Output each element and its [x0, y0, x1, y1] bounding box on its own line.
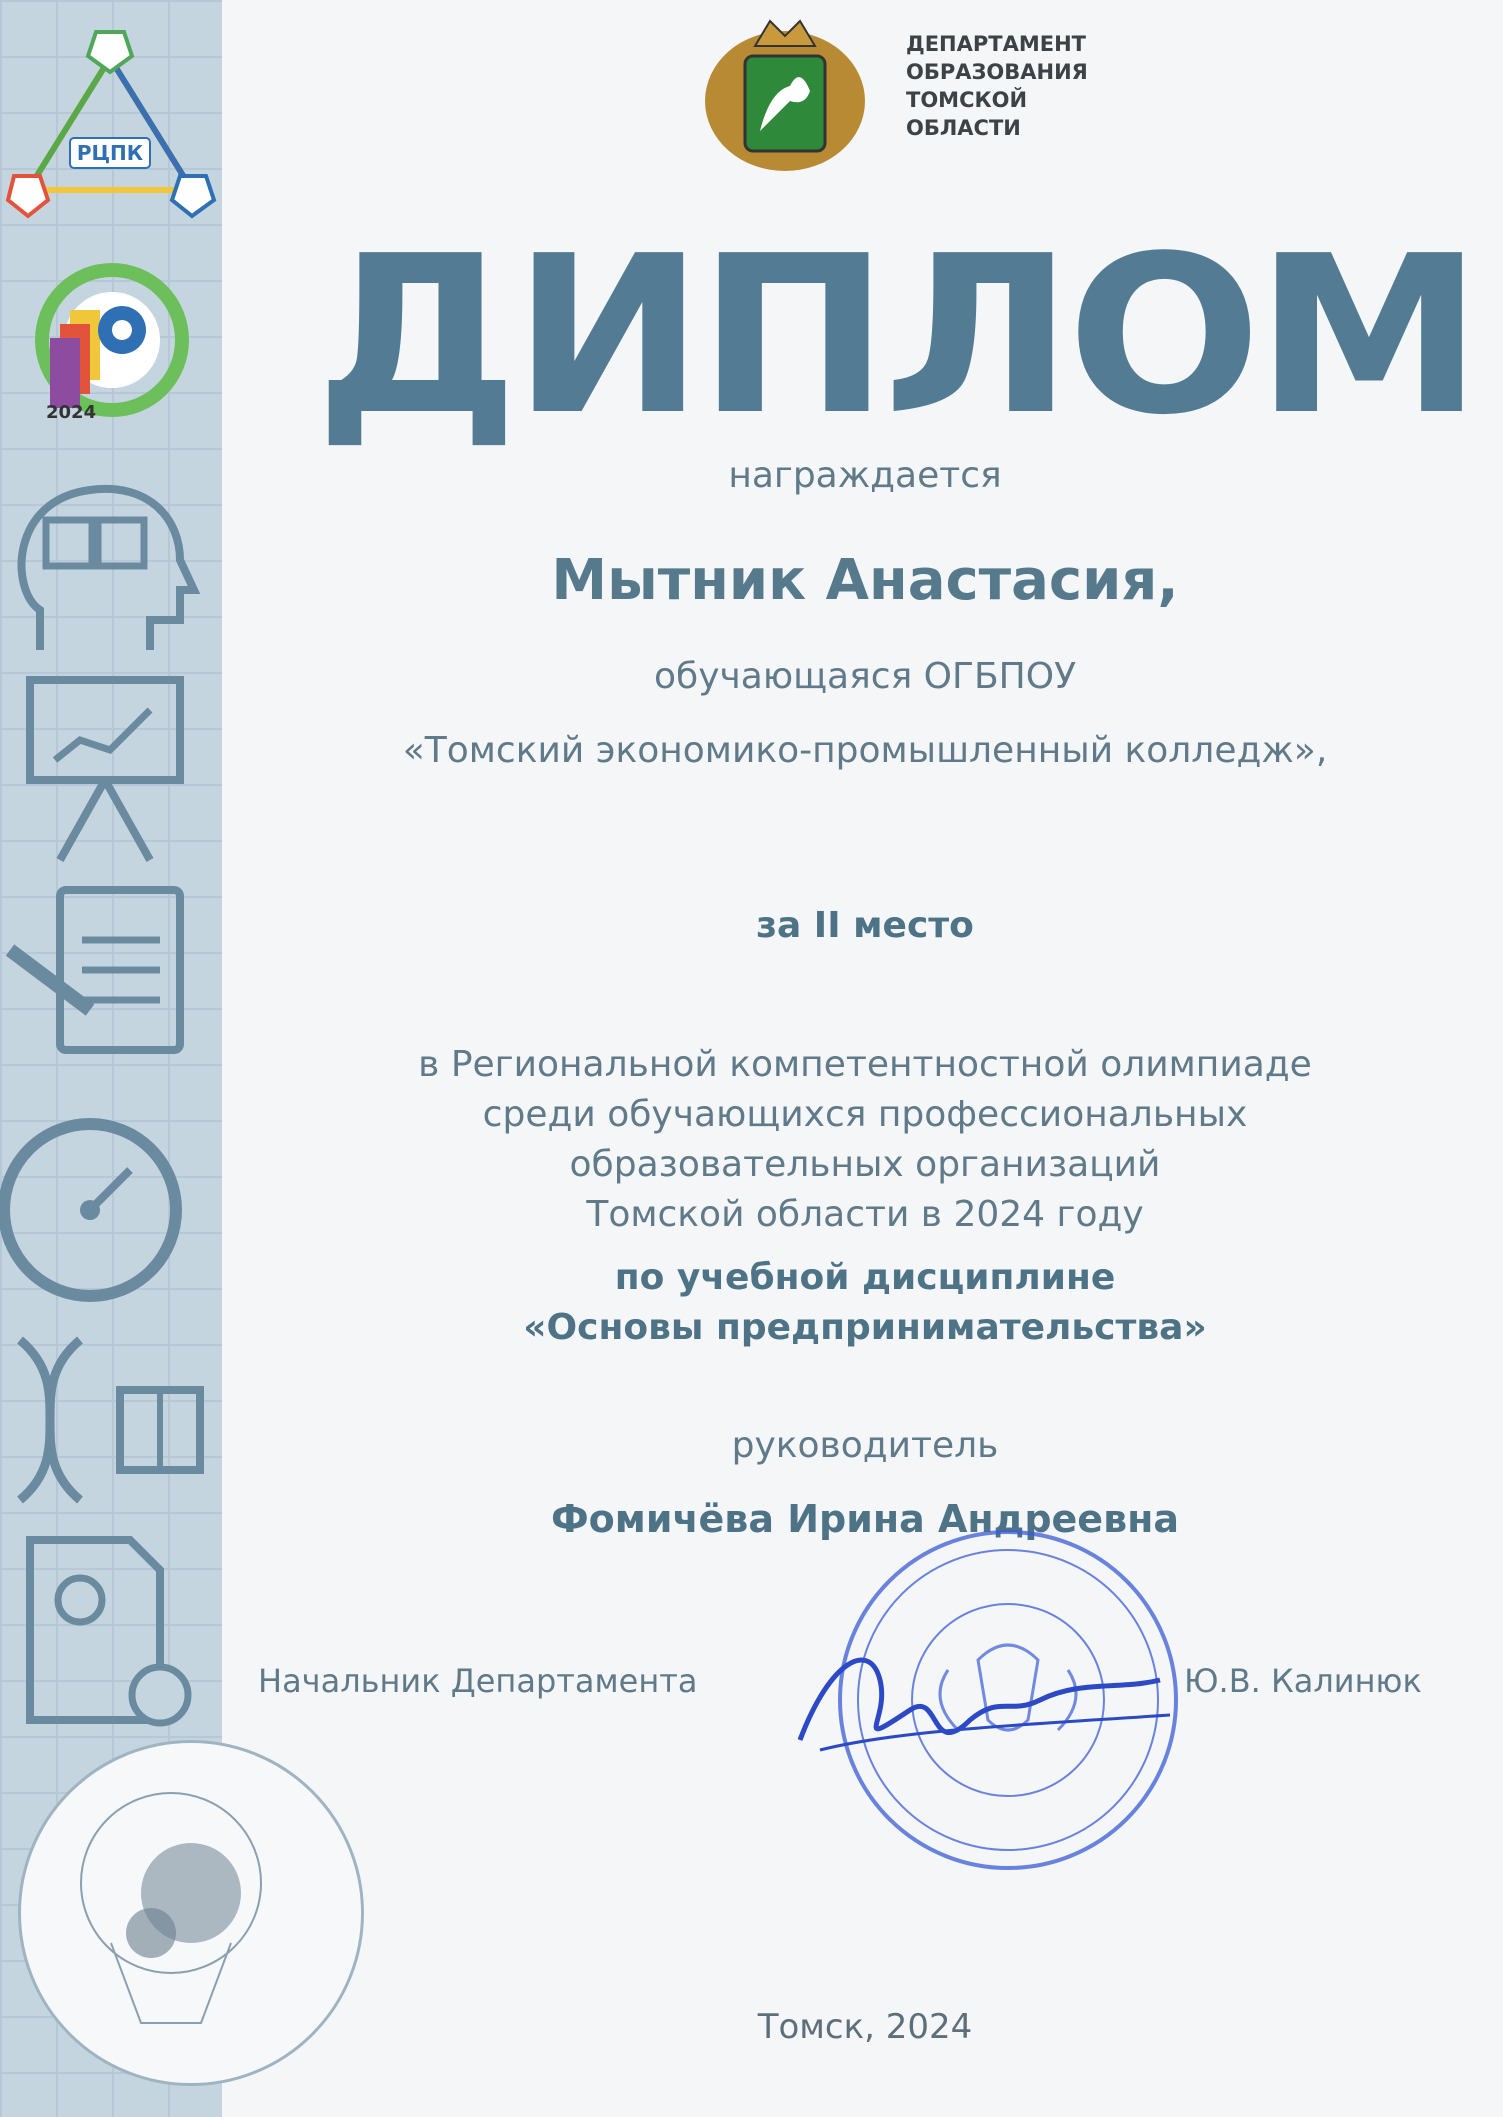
- org-abbr: РЦПК: [76, 141, 144, 165]
- awarded-text: награждается: [728, 455, 1002, 496]
- olympiad-logo: [0, 10, 222, 430]
- logo-year: 2024: [46, 402, 97, 423]
- recipient-name: Мытник Анастасия,: [551, 548, 1179, 613]
- head-puzzle-icon: [0, 460, 222, 660]
- diploma-title: ДИПЛОМ: [315, 210, 1477, 463]
- handwritten-signature: [760, 1620, 1180, 1780]
- clock-icon: [0, 1110, 222, 1310]
- discipline: по учебной дисциплине «Основы предпринимательства»: [523, 1257, 1207, 1348]
- leader-name: Фомичёва Ирина Андреевна: [550, 1497, 1180, 1541]
- signatory-position: Начальник Департамента: [258, 1662, 698, 1700]
- signatory-name: Ю.В. Калинюк: [1184, 1662, 1422, 1700]
- presentation-board-icon: [0, 670, 222, 870]
- place-text: за II место: [756, 905, 974, 946]
- competition-description: в Региональной компетентностной олимпиаде среди обучающихся профессиональных образовательных организаций Томской области в 2024 году: [418, 1044, 1312, 1235]
- leader-label: руководитель: [731, 1425, 999, 1466]
- study-line: обучающаяся ОГБПОУ: [653, 656, 1076, 697]
- dna-book-icon: [0, 1330, 222, 1510]
- coat-of-arms-icon: [700, 6, 870, 176]
- document-profile-icon: [0, 1530, 222, 1730]
- college-name: «Томский экономико-промышленный колледж»,: [402, 730, 1328, 771]
- place-year: Томск, 2024: [757, 2007, 973, 2047]
- department-name: ДЕПАРТАМЕНТ ОБРАЗОВАНИЯ ТОМСКОЙ ОБЛАСТИ: [906, 32, 1088, 140]
- clipboard-pencil-icon: [0, 870, 222, 1070]
